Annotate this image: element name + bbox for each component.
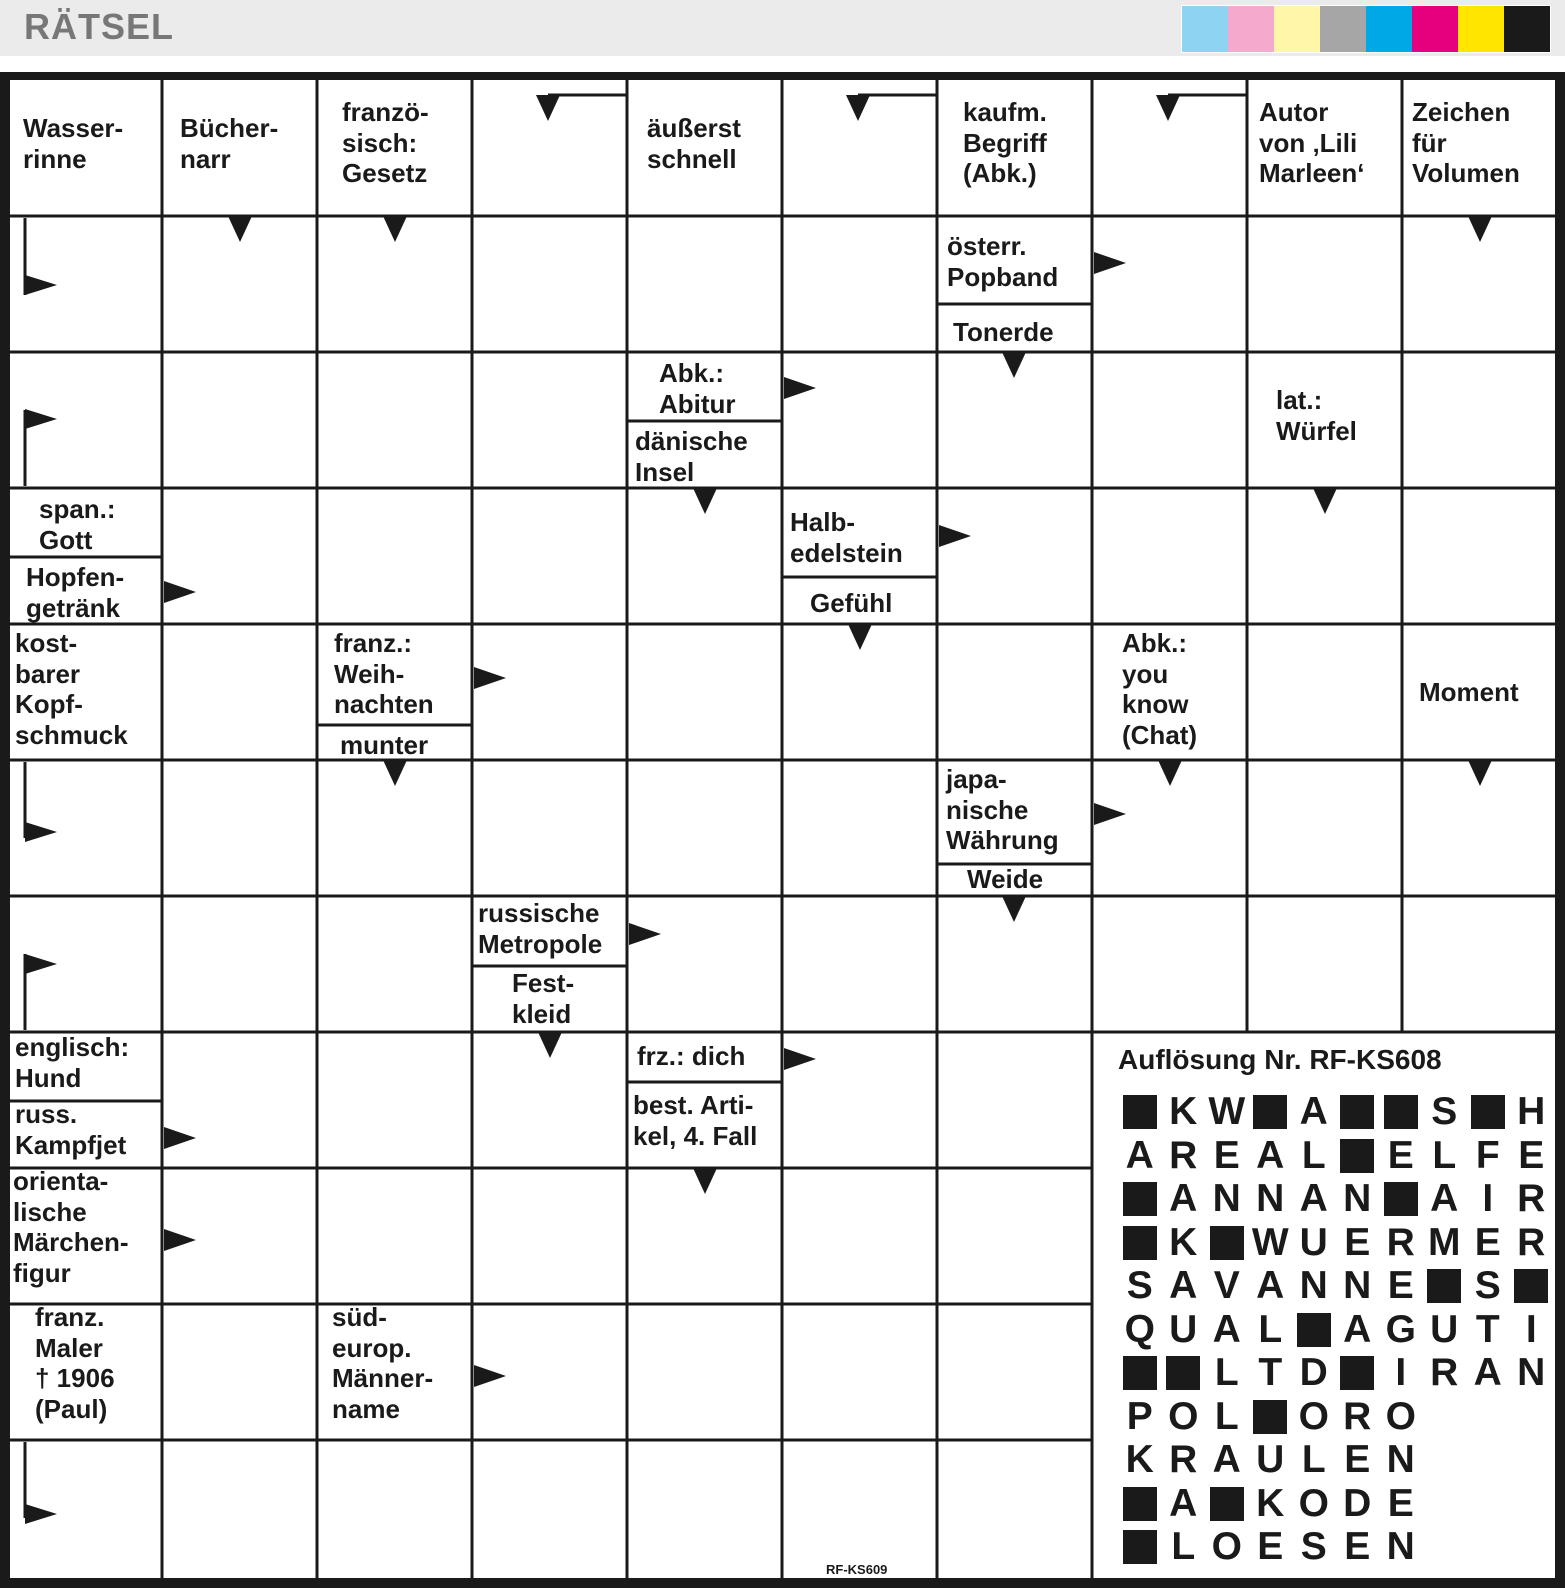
solution-black-square — [1118, 1484, 1162, 1524]
solution-row — [1118, 1307, 1553, 1351]
solution-letter: A — [1169, 1177, 1198, 1220]
solution-letter: E — [1344, 1438, 1371, 1481]
solution-letter: L — [1432, 1133, 1457, 1177]
solution-letter: E — [1344, 1220, 1371, 1264]
solution-letter: N — [1386, 1525, 1415, 1568]
solution-letter: Q — [1124, 1307, 1155, 1351]
clue-kaufm: kaufm. Begriff (Abk.) — [963, 97, 1047, 189]
solution-letter: R — [1343, 1394, 1372, 1438]
clue-maerchen: orienta- lische Märchen- figur — [13, 1166, 129, 1289]
solution-letter: H — [1517, 1090, 1546, 1133]
solution-letter: E — [1257, 1525, 1284, 1568]
solution-letter: A — [1430, 1177, 1459, 1220]
solution-letter: F — [1475, 1133, 1500, 1177]
black-square — [1297, 1313, 1331, 1347]
solution-letter: G — [1385, 1307, 1416, 1351]
solution-letter: S — [1300, 1525, 1327, 1568]
solution-letter: L — [1301, 1438, 1326, 1481]
puzzle-code: RF-KS609 — [826, 1562, 888, 1577]
solution-letter: N — [1256, 1177, 1285, 1220]
color-calibration-bar — [1181, 5, 1551, 53]
solution-letter: O — [1168, 1394, 1199, 1438]
solution-black-square — [1205, 1223, 1249, 1263]
solution-letter: K — [1169, 1220, 1198, 1264]
clue-halbedelstein: Halb- edelstein — [790, 507, 903, 568]
black-square — [1123, 1530, 1157, 1564]
solution-letter: L — [1258, 1307, 1283, 1351]
color-swatch — [1366, 6, 1412, 52]
solution-black-square — [1379, 1179, 1423, 1219]
solution-letter: S — [1431, 1090, 1458, 1133]
black-square — [1210, 1487, 1244, 1521]
black-square — [1210, 1226, 1244, 1260]
solution-letter: U — [1256, 1438, 1285, 1481]
solution-row — [1118, 1266, 1553, 1306]
clue-wasserrinne: Wasser- rinne — [23, 113, 124, 174]
solution-letter: N — [1299, 1264, 1328, 1307]
solution-black-square — [1336, 1136, 1380, 1176]
header-bar — [0, 0, 1565, 56]
clue-moment: Moment — [1419, 677, 1519, 707]
clue-metropole: russische Metropole — [478, 898, 603, 959]
solution-letter: N — [1343, 1264, 1372, 1307]
black-square — [1123, 1356, 1157, 1390]
solution-letter: I — [1525, 1307, 1537, 1351]
solution-row — [1118, 1353, 1553, 1393]
solution-letter: E — [1387, 1133, 1414, 1177]
clue-dich: frz.: dich — [637, 1041, 746, 1071]
clue-schnell: äußerst schnell — [647, 113, 741, 174]
solution-letter: S — [1474, 1264, 1501, 1307]
clue-kampfjet: russ. Kampfjet — [15, 1099, 127, 1160]
color-swatch — [1504, 6, 1550, 52]
solution-letter: T — [1475, 1307, 1500, 1351]
clue-insel: dänische Insel — [635, 426, 748, 487]
solution-letter: O — [1211, 1525, 1242, 1568]
clue-munter: munter — [340, 730, 429, 760]
clue-maler: franz. Maler † 1906 (Paul) — [35, 1302, 115, 1425]
solution-black-square — [1510, 1266, 1554, 1306]
solution-black-square — [1118, 1527, 1162, 1567]
black-square — [1253, 1400, 1287, 1434]
solution-row — [1118, 1133, 1553, 1177]
clue-tonerde: Tonerde — [953, 317, 1054, 347]
clue-weide: Weide — [967, 864, 1044, 894]
color-swatch — [1228, 6, 1274, 52]
solution-black-square — [1336, 1353, 1380, 1393]
solution-black-square — [1292, 1310, 1336, 1350]
black-square — [1340, 1356, 1374, 1390]
clue-artikel: best. Arti- kel, 4. Fall — [633, 1090, 758, 1151]
clue-wuerfel: lat.: Würfel — [1276, 385, 1357, 446]
solution-letter: M — [1428, 1220, 1461, 1264]
solution-letter: N — [1212, 1177, 1241, 1220]
solution-letter: O — [1298, 1394, 1329, 1438]
solution-letter: L — [1214, 1394, 1239, 1438]
solution-letter: E — [1387, 1264, 1414, 1307]
solution-letter: R — [1430, 1351, 1459, 1394]
clue-gott: span.: Gott — [39, 494, 116, 555]
color-swatch — [1458, 6, 1504, 52]
black-square — [1166, 1356, 1200, 1390]
solution-letter: W — [1251, 1220, 1289, 1264]
solution-letter: A — [1212, 1307, 1241, 1351]
solution-letter: O — [1298, 1481, 1329, 1525]
solution-black-square — [1336, 1092, 1380, 1132]
solution-letter: N — [1517, 1351, 1546, 1394]
solution-black-square — [1205, 1484, 1249, 1524]
solution-letter: A — [1125, 1133, 1154, 1177]
solution-letter: A — [1256, 1264, 1285, 1307]
solution-letter: A — [1343, 1307, 1372, 1351]
solution-letter: L — [1171, 1525, 1196, 1568]
black-square — [1340, 1095, 1374, 1129]
solution-letter: K — [1169, 1090, 1198, 1133]
solution-letter: E — [1344, 1525, 1371, 1568]
page-title: RÄTSEL — [24, 6, 174, 47]
clue-autor: Autor von ‚Lili Marleen‘ — [1259, 97, 1365, 189]
solution-letter: E — [1518, 1133, 1545, 1177]
solution-letter: L — [1214, 1351, 1239, 1394]
solution-letter: U — [1299, 1220, 1328, 1264]
black-square — [1123, 1182, 1157, 1216]
solution-row — [1118, 1481, 1423, 1525]
solution-title: Auflösung Nr. RF-KS608 — [1118, 1044, 1442, 1075]
solution-black-square — [1162, 1353, 1206, 1393]
color-swatch — [1182, 6, 1228, 52]
solution-row — [1118, 1527, 1423, 1567]
solution-letter: U — [1169, 1307, 1198, 1351]
solution-black-square — [1249, 1397, 1293, 1437]
solution-row — [1118, 1092, 1553, 1132]
solution-letter: N — [1343, 1177, 1372, 1220]
solution-letter: I — [1482, 1177, 1494, 1220]
black-square — [1384, 1095, 1418, 1129]
black-square — [1340, 1139, 1374, 1173]
solution-letter: A — [1169, 1481, 1198, 1525]
solution-letter: E — [1213, 1133, 1240, 1177]
clue-abitur: Abk.: Abitur — [659, 358, 736, 419]
black-square — [1471, 1095, 1505, 1129]
clue-buechernarr: Bücher- narr — [180, 113, 279, 174]
solution-black-square — [1423, 1266, 1467, 1306]
solution-black-square — [1118, 1353, 1162, 1393]
clue-maenner: süd- europ. Männer- name — [332, 1302, 434, 1425]
solution-letter: R — [1169, 1438, 1198, 1481]
clue-youknow: Abk.: you know (Chat) — [1122, 628, 1198, 751]
solution-black-square — [1249, 1092, 1293, 1132]
solution-letter: D — [1343, 1481, 1372, 1525]
solution-letter: A — [1299, 1090, 1328, 1133]
clue-popband: österr. Popband — [947, 231, 1059, 292]
solution-letter: L — [1301, 1133, 1326, 1177]
clue-hund: englisch: Hund — [15, 1032, 130, 1093]
solution-letter: K — [1125, 1438, 1154, 1481]
color-swatch — [1320, 6, 1366, 52]
solution-black-square — [1379, 1092, 1423, 1132]
solution-letter: S — [1126, 1264, 1153, 1307]
solution-letter: E — [1387, 1481, 1414, 1525]
solution-row — [1118, 1220, 1553, 1264]
solution-letter: A — [1473, 1351, 1502, 1394]
solution-black-square — [1466, 1092, 1510, 1132]
clue-gesetz: franzö- sisch: Gesetz — [342, 97, 429, 189]
solution-letter: U — [1430, 1307, 1459, 1351]
black-square — [1123, 1487, 1157, 1521]
color-swatch — [1412, 6, 1458, 52]
clue-hopfen: Hopfen- getränk — [26, 562, 125, 623]
solution-letter: N — [1386, 1438, 1415, 1481]
solution-letter: P — [1126, 1394, 1153, 1438]
black-square — [1384, 1182, 1418, 1216]
solution-letter: V — [1213, 1264, 1240, 1307]
solution-black-square — [1118, 1092, 1162, 1132]
black-square — [1123, 1226, 1157, 1260]
solution-row — [1118, 1179, 1553, 1219]
solution-letter: K — [1256, 1481, 1285, 1525]
black-square — [1514, 1269, 1548, 1303]
solution-letter: R — [1517, 1177, 1546, 1220]
solution-letter: R — [1169, 1133, 1198, 1177]
black-square — [1123, 1095, 1157, 1129]
color-swatch — [1274, 6, 1320, 52]
solution-letter: A — [1299, 1177, 1328, 1220]
black-square — [1253, 1095, 1287, 1129]
clue-weihnachten: franz.: Weih- nachten — [334, 628, 434, 720]
solution-row — [1118, 1440, 1423, 1480]
solution-letter: R — [1517, 1220, 1546, 1264]
clue-kopfschmuck: kost- barer Kopf- schmuck — [15, 628, 128, 751]
solution-black-square — [1118, 1223, 1162, 1263]
solution-black-square — [1118, 1179, 1162, 1219]
clue-festkleid: Fest- kleid — [512, 968, 575, 1029]
solution-letter: D — [1299, 1351, 1328, 1394]
clue-volumen: Zeichen für Volumen — [1412, 97, 1520, 189]
solution-letter: O — [1385, 1394, 1416, 1438]
clue-waehrung: japa- nische Währung — [946, 764, 1059, 856]
black-square — [1427, 1269, 1461, 1303]
solution-letter: A — [1256, 1133, 1285, 1177]
solution-letter: I — [1395, 1351, 1407, 1394]
solution-letter: W — [1208, 1090, 1246, 1133]
clue-gefuehl: Gefühl — [810, 588, 893, 618]
solution-letter: A — [1212, 1438, 1241, 1481]
solution-letter: R — [1386, 1220, 1415, 1264]
solution-row — [1118, 1394, 1423, 1438]
solution-letter: E — [1474, 1220, 1501, 1264]
solution-letter: T — [1258, 1351, 1283, 1394]
solution-letter: A — [1169, 1264, 1198, 1307]
